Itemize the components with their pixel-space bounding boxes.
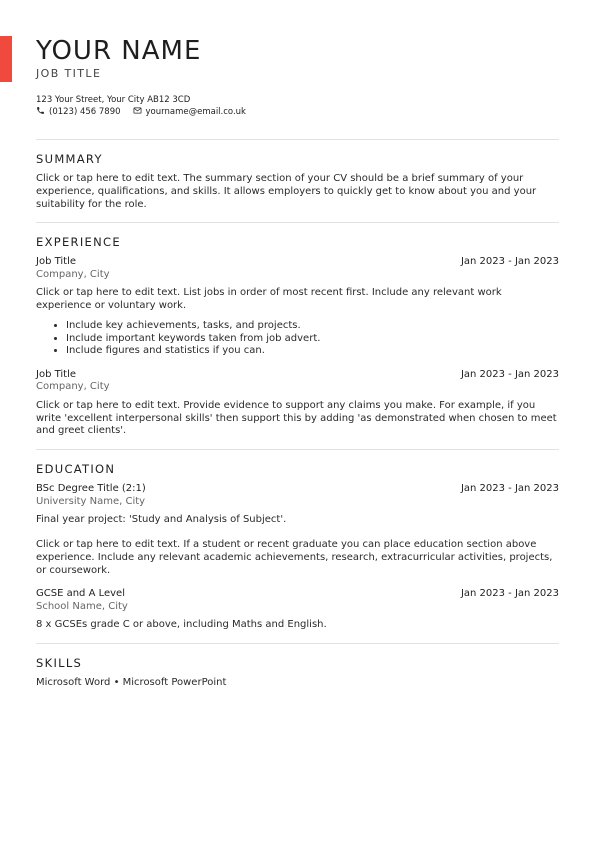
cv-page	[36, 36, 559, 701]
entry-head	[36, 369, 559, 382]
address-line	[36, 95, 559, 106]
entry-head	[36, 588, 559, 601]
education-section	[36, 450, 559, 643]
job-dates[interactable]: Jan 2023 - Jan 2023	[460, 368, 559, 380]
entry-text[interactable]: Click or tap here to edit text. List jobs in order of most recent first. Include any relevant work experience or voluntary work.	[36, 287, 502, 312]
entry-head	[36, 483, 559, 496]
cv-header	[36, 36, 559, 119]
institution-city[interactable]: School Name, City	[36, 600, 128, 612]
entry-text[interactable]: Click or tap here to edit text. Provide evidence to support any claims you make. For example, if you write 'excellent interpersonal skills' then support this by adding 'as demonstrated when chosen to meet and greet clients'.	[36, 399, 557, 437]
experience-section	[36, 223, 559, 449]
contact-block	[36, 95, 559, 119]
section-title-experience: EXPERIENCE	[36, 235, 121, 250]
entry-head	[36, 256, 559, 269]
skills-text[interactable]: Microsoft Word • Microsoft PowerPoint	[36, 677, 227, 689]
phone-number[interactable]: (0123) 456 7890	[49, 107, 121, 117]
email-address[interactable]: yourname@email.co.uk	[145, 107, 246, 117]
education-dates[interactable]: Jan 2023 - Jan 2023	[460, 483, 559, 495]
education-dates[interactable]: Jan 2023 - Jan 2023	[460, 588, 559, 600]
section-title-skills: SKILLS	[36, 656, 83, 671]
person-job-title[interactable]: JOB TITLE	[36, 67, 102, 80]
job-title[interactable]: Job Title	[36, 256, 77, 268]
company-city[interactable]: Company, City	[36, 381, 110, 393]
education-entry	[36, 483, 559, 577]
list-item[interactable]: • Include figures and statistics if you can.	[66, 345, 559, 358]
accent-bar	[0, 36, 12, 82]
address-text[interactable]: 123 Your Street, Your City AB12 3CD	[36, 95, 191, 105]
entry-text[interactable]: Final year project: 'Study and Analysis of Subject'.	[36, 514, 287, 526]
section-title-education: EDUCATION	[36, 462, 116, 477]
envelope-icon	[133, 106, 142, 119]
experience-entry	[36, 256, 559, 357]
entry-text[interactable]: Click or tap here to edit text. If a student or recent graduate you can place education section above experience. Include any relevant academic achievements, research, extracurricular activities, projects, or coursework.	[36, 538, 553, 576]
phone-email-line	[36, 106, 559, 119]
section-title-summary: SUMMARY	[36, 152, 103, 166]
person-name[interactable]: YOUR NAME	[36, 36, 202, 66]
summary-text[interactable]: Click or tap here to edit text. The summary section of your CV should be a brief summary of your experience, qualifications, and skills. It allows employers to quickly get to know about you and your suitability for the role.	[36, 173, 537, 210]
company-city[interactable]: Company, City	[36, 268, 110, 280]
phone-icon	[36, 106, 45, 119]
job-dates[interactable]: Jan 2023 - Jan 2023	[460, 256, 559, 268]
degree-title[interactable]: BSc Degree Title (2:1)	[36, 483, 146, 495]
entry-text[interactable]: 8 x GCSEs grade C or above, including Maths and English.	[36, 619, 327, 631]
education-entry	[36, 588, 559, 632]
institution-city[interactable]: University Name, City	[36, 495, 146, 507]
list-item[interactable]: • Include important keywords taken from job advert.	[66, 333, 559, 346]
degree-title[interactable]: GCSE and A Level	[36, 588, 125, 600]
job-title[interactable]: Job Title	[36, 368, 77, 380]
skills-section	[36, 644, 559, 701]
summary-section	[36, 140, 559, 222]
experience-entry	[36, 369, 559, 438]
list-item[interactable]: • Include key achievements, tasks, and projects.	[66, 320, 559, 333]
achievement-list	[36, 320, 559, 358]
